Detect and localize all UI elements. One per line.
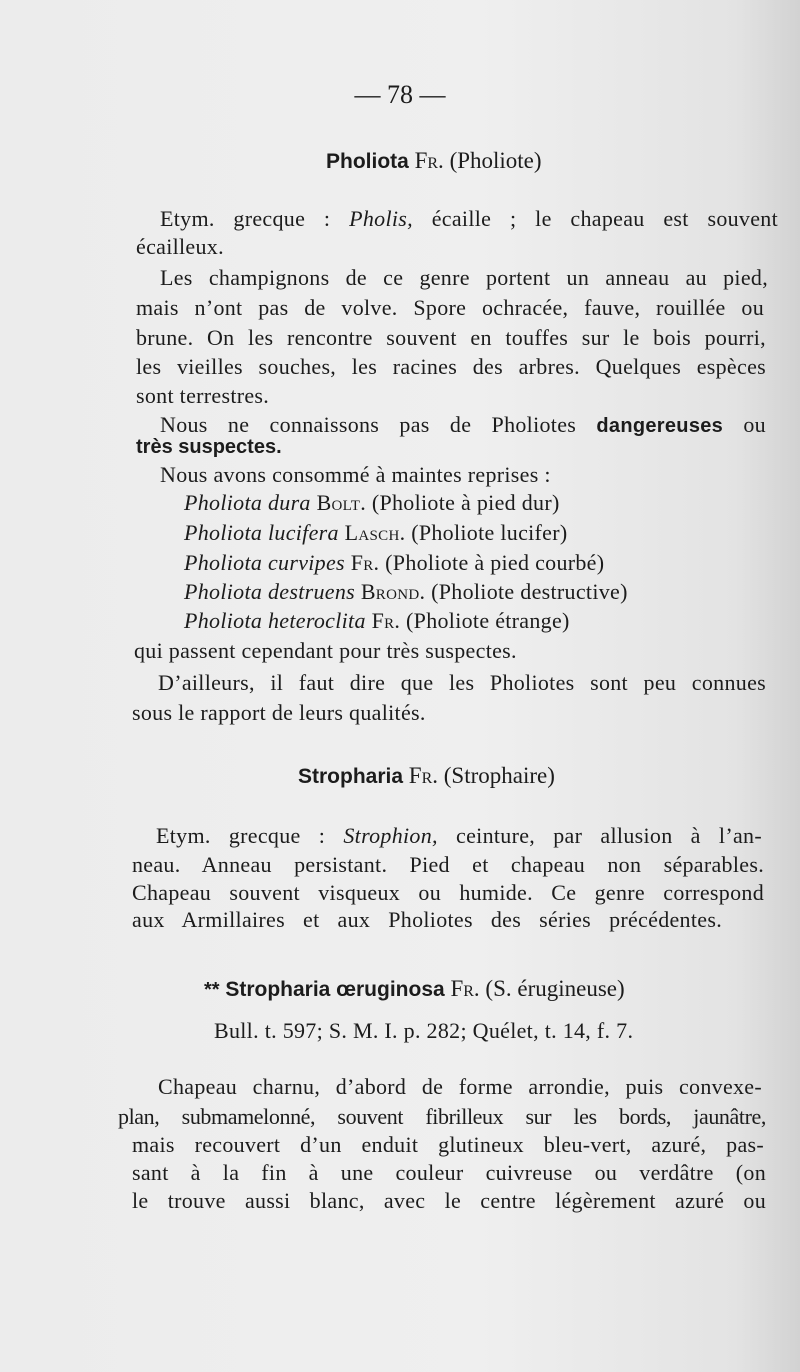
author-abbrev: Fr.	[450, 976, 480, 1001]
paragraph-line: aux Armillaires et aux Pholiotes des séries précédentes.	[132, 907, 722, 932]
paragraph-line: mais recouvert d’un enduit glutineux bleu-vert, azuré, pas-	[132, 1132, 764, 1157]
etymology-line: Etym. grecque : Pholis, écaille ; le chapeau est souvent	[160, 206, 778, 231]
paragraph-line: Chapeau souvent visqueux ou humide. Ce genre correspond	[132, 880, 764, 905]
paragraph-line: D’ailleurs, il faut dire que les Pholiotes sont peu connues	[158, 670, 766, 695]
paragraph-line: Nous ne connaissons pas de Pholiotes dangereuses ou	[160, 412, 766, 437]
paragraph-line: sont terrestres.	[136, 383, 270, 408]
genus-name: Pholiota	[326, 150, 409, 173]
paragraph-line: plan, submamelonné, souvent fibrilleux sur les bords, jaunâtre,	[118, 1104, 766, 1129]
bibliographic-reference: Bull. t. 597; S. M. I. p. 282; Quélet, t. 14, f. 7.	[214, 1018, 634, 1043]
paragraph-line: mais n’ont pas de volve. Spore ochracée, fauve, rouillée ou	[136, 295, 764, 320]
species-entry: Pholiota heteroclita Fr. (Pholiote étrange)	[184, 608, 570, 633]
bold-term: dangereuses	[596, 415, 724, 437]
etymology-word: Pholis,	[349, 206, 413, 231]
etymology-word: Strophion,	[343, 823, 438, 848]
paragraph-line: Nous avons consommé à maintes reprises :	[160, 462, 551, 487]
paragraph-line: brune. On les rencontre souvent en touffes sur le bois pourri,	[136, 325, 766, 350]
section-heading-stropharia	[298, 763, 555, 789]
paragraph-line: le trouve aussi blanc, avec le centre légèrement azuré ou	[132, 1188, 766, 1213]
common-name: (Strophaire)	[443, 763, 555, 788]
page-number: — 78 —	[354, 80, 446, 109]
rarity-stars: **	[204, 979, 220, 1001]
etymology-line: Etym. grecque : Strophion, ceinture, par allusion à l’an-	[156, 823, 762, 848]
author-abbrev: Fr.	[408, 763, 438, 788]
paragraph-line: les vieilles souches, les racines des arbres. Quelques espèces	[136, 354, 766, 379]
paragraph-line: sant à la fin à une couleur cuivreuse ou verdâtre (on	[132, 1160, 766, 1185]
genus-name: Stropharia	[298, 765, 404, 788]
species-heading	[204, 976, 625, 1002]
common-name: (Pholiote)	[449, 148, 542, 173]
bold-term: très suspectes.	[136, 436, 282, 458]
common-name: (S. érugineuse)	[485, 976, 625, 1001]
species-entry: Pholiota lucifera Lasch. (Pholiote lucifer)	[184, 520, 568, 545]
species-entry: Pholiota destruens Brond. (Pholiote destructive)	[184, 579, 628, 604]
paragraph-line: neau. Anneau persistant. Pied et chapeau non séparables.	[132, 852, 764, 877]
species-name: Stropharia œruginosa	[225, 978, 445, 1001]
species-entry: Pholiota curvipes Fr. (Pholiote à pied courbé)	[184, 550, 605, 575]
paragraph-line: sous le rapport de leurs qualités.	[132, 700, 426, 725]
species-entry: Pholiota dura Bolt. (Pholiote à pied dur)	[184, 490, 560, 515]
paragraph-line: Les champignons de ce genre portent un anneau au pied,	[160, 265, 768, 290]
paragraph-line: écailleux.	[136, 234, 224, 259]
paragraph-line: Chapeau charnu, d’abord de forme arrondie, puis convexe-	[158, 1074, 762, 1099]
section-heading-pholiota	[326, 148, 542, 174]
paragraph-line: qui passent cependant pour très suspectes.	[134, 638, 517, 663]
author-abbrev: Fr.	[414, 148, 444, 173]
